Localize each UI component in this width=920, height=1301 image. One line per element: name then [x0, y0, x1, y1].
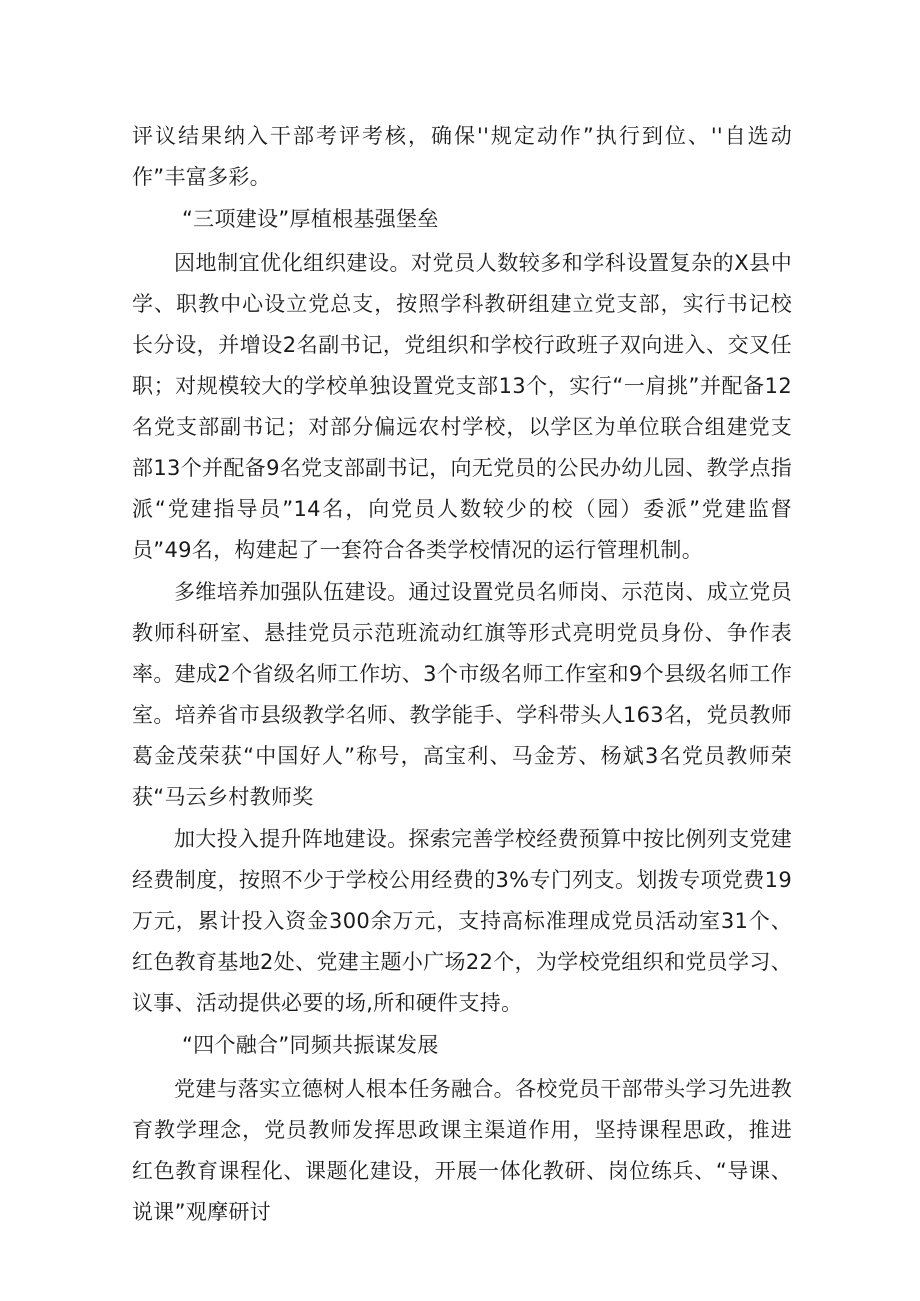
- paragraph-organization-building: 因地制宜优化组织建设。对党员人数较多和学科设置复杂的X县中学、职教中心设立党总支，按照学科教研组建立党支部，实行书记校长分设，并增设2名副书记，党组织和学校行政班子双向进入、交叉任职；对规模较大的学校单独设置党支部13个，实行“一肩挑”并配备12名党支部副书记；对部分偏远农村学校，以学区为单位联合组建党支部13个并配备9名党支部副书记，向无党员的公民办幼儿园、教学点指派“党建指导员”14名，向党员人数较少的校（园）委派”党建监督员”49名，构建起了一套符合各类学校情况的运行管理机制。: [132, 251, 792, 562]
- paragraph-team-building: 多维培养加强队伍建设。通过设置党员名师岗、示范岗、成立党员教师科研室、悬挂党员示范班流动红旗等形式亮明党员身份、争作表率。建成2个省级名师工作坊、3个市级名师工作室和9个县级名师工作室。培养省市县级教学名师、教学能手、学科带头人163名，党员教师葛金茂荣获“中国好人”称号，高宝利、马金芳、杨斌3名党员教师荣获“马云乡村教师奖: [132, 580, 792, 809]
- section-heading-three-constructions: “三项建设”厚植根基强堡垒: [182, 207, 439, 231]
- section-heading-four-integrations: “四个融合”同频共振谋发展: [182, 1033, 439, 1057]
- paragraph-continued: 评议结果纳入干部考评考核，确保''规定动作”执行到位、''自选动作”丰富多彩。: [132, 124, 792, 189]
- document-body: [132, 116, 792, 1234]
- paragraph-moral-education-integration: 党建与落实立德树人根本任务融合。各校党员干部带头学习先进教育教学理念，党员教师发挥思政课主渠道作用，坚持课程思政，推进红色教育课程化、课题化建设，开展一体化教研、岗位练兵、“导课、说课”观摩研讨: [132, 1077, 792, 1224]
- paragraph-position-building: 加大投入提升阵地建设。探索完善学校经费预算中按比例列支党建经费制度，按照不少于学校公用经费的3%专门列支。划拨专项党费19万元，累计投入资金300余万元，支持高标准理成党员活动室31个、红色教育基地2处、党建主题小广场22个，为学校党组织和党员学习、议事、活动提供必要的场,所和硬件支持。: [132, 827, 792, 1015]
